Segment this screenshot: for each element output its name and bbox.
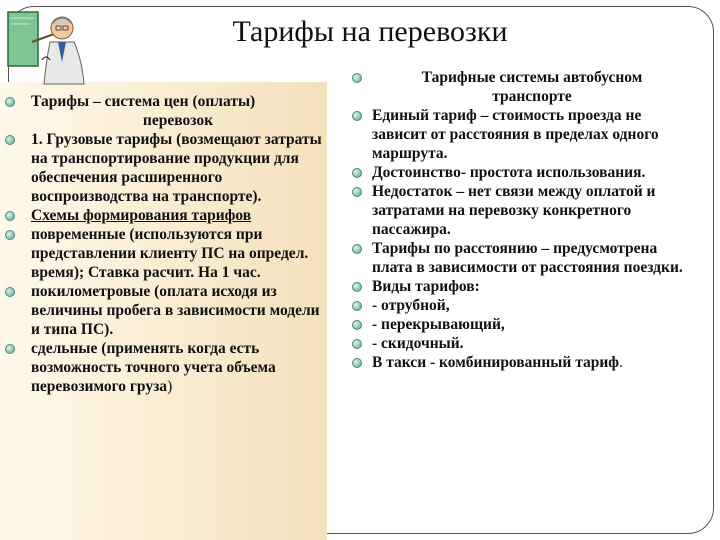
list-item-text: Тарифные системы автобусном bbox=[421, 69, 643, 86]
bullet-icon bbox=[352, 301, 362, 311]
list-item-text: - перекрывающий, bbox=[372, 316, 505, 333]
bullet-icon bbox=[352, 111, 362, 121]
bullet-icon bbox=[5, 135, 15, 145]
list-item-text: Тарифы по расстоянию – предусмотрена плата в зависимости от расстояния поездки. bbox=[372, 240, 683, 276]
bullet-icon bbox=[352, 73, 362, 83]
bullet-icon bbox=[352, 282, 362, 292]
list-item bbox=[352, 334, 692, 353]
list-item bbox=[5, 130, 325, 206]
list-item-text: сдельные (применять когда есть возможность точного учета объема перевозимого груза bbox=[31, 340, 276, 395]
bullet-icon bbox=[5, 230, 15, 240]
bullet-icon bbox=[352, 358, 362, 368]
list-item-text: Тарифы – система цен (оплаты) bbox=[31, 93, 256, 110]
list-item-heading: Схемы формирования тарифов bbox=[31, 207, 252, 224]
slide-title: Тарифы на перевозки bbox=[232, 15, 508, 48]
list-item-text: - скидочный. bbox=[372, 335, 464, 352]
list-item bbox=[352, 163, 692, 182]
list-item-text: В такси - комбинированный тариф bbox=[372, 354, 620, 371]
bullet-icon bbox=[352, 168, 362, 178]
list-item bbox=[352, 353, 692, 372]
list-item bbox=[5, 339, 325, 396]
left-bullet-list bbox=[5, 92, 325, 396]
teacher-clipart-icon bbox=[2, 2, 88, 86]
list-item-text: транспорте bbox=[492, 88, 572, 105]
bullet-icon bbox=[352, 339, 362, 349]
list-item-text: перевозок bbox=[142, 112, 214, 129]
list-item-text: 1. Грузовые тарифы (возмещают затраты на транспортирование продукции для обеспечения расширенного воспроизводства на транспорте). bbox=[31, 131, 322, 205]
list-item bbox=[352, 182, 692, 239]
list-item bbox=[352, 296, 692, 315]
list-item-text-tail: . bbox=[619, 354, 623, 371]
list-item-text: Недостаток – нет связи между оплатой и затратами на перевозку конкретного пассажира. bbox=[372, 183, 656, 238]
bullet-icon bbox=[5, 287, 15, 297]
list-item-text: - отрубной, bbox=[372, 297, 450, 314]
list-item bbox=[5, 225, 325, 282]
bullet-icon bbox=[5, 97, 15, 107]
bullet-icon bbox=[352, 244, 362, 254]
list-item bbox=[352, 106, 692, 163]
list-item bbox=[352, 239, 692, 277]
bullet-icon bbox=[352, 320, 362, 330]
list-item bbox=[352, 68, 692, 106]
list-item bbox=[352, 277, 692, 296]
bullet-icon bbox=[352, 187, 362, 197]
right-bullet-list bbox=[352, 68, 692, 372]
list-item-text: повременные (используются при представлении клиенту ПС на определ. время); Ставка расчит. На 1 час. bbox=[31, 226, 309, 281]
list-item-text: Единый тариф – стоимость проезда не зависит от расстояния в пределах одного маршрута. bbox=[372, 107, 659, 162]
list-item bbox=[352, 315, 692, 334]
list-item bbox=[5, 206, 325, 225]
list-item bbox=[5, 92, 325, 130]
list-item-text: Достоинство- простота использования. bbox=[372, 164, 646, 181]
bullet-icon bbox=[5, 344, 15, 354]
bullet-icon bbox=[5, 211, 15, 221]
list-item-text: Виды тарифов: bbox=[372, 278, 480, 295]
list-item bbox=[5, 282, 325, 339]
list-item-text: покилометровые (оплата исходя из величины пробега в зависимости модели и типа ПС). bbox=[31, 283, 320, 338]
list-item-text-tail: ) bbox=[167, 378, 173, 395]
